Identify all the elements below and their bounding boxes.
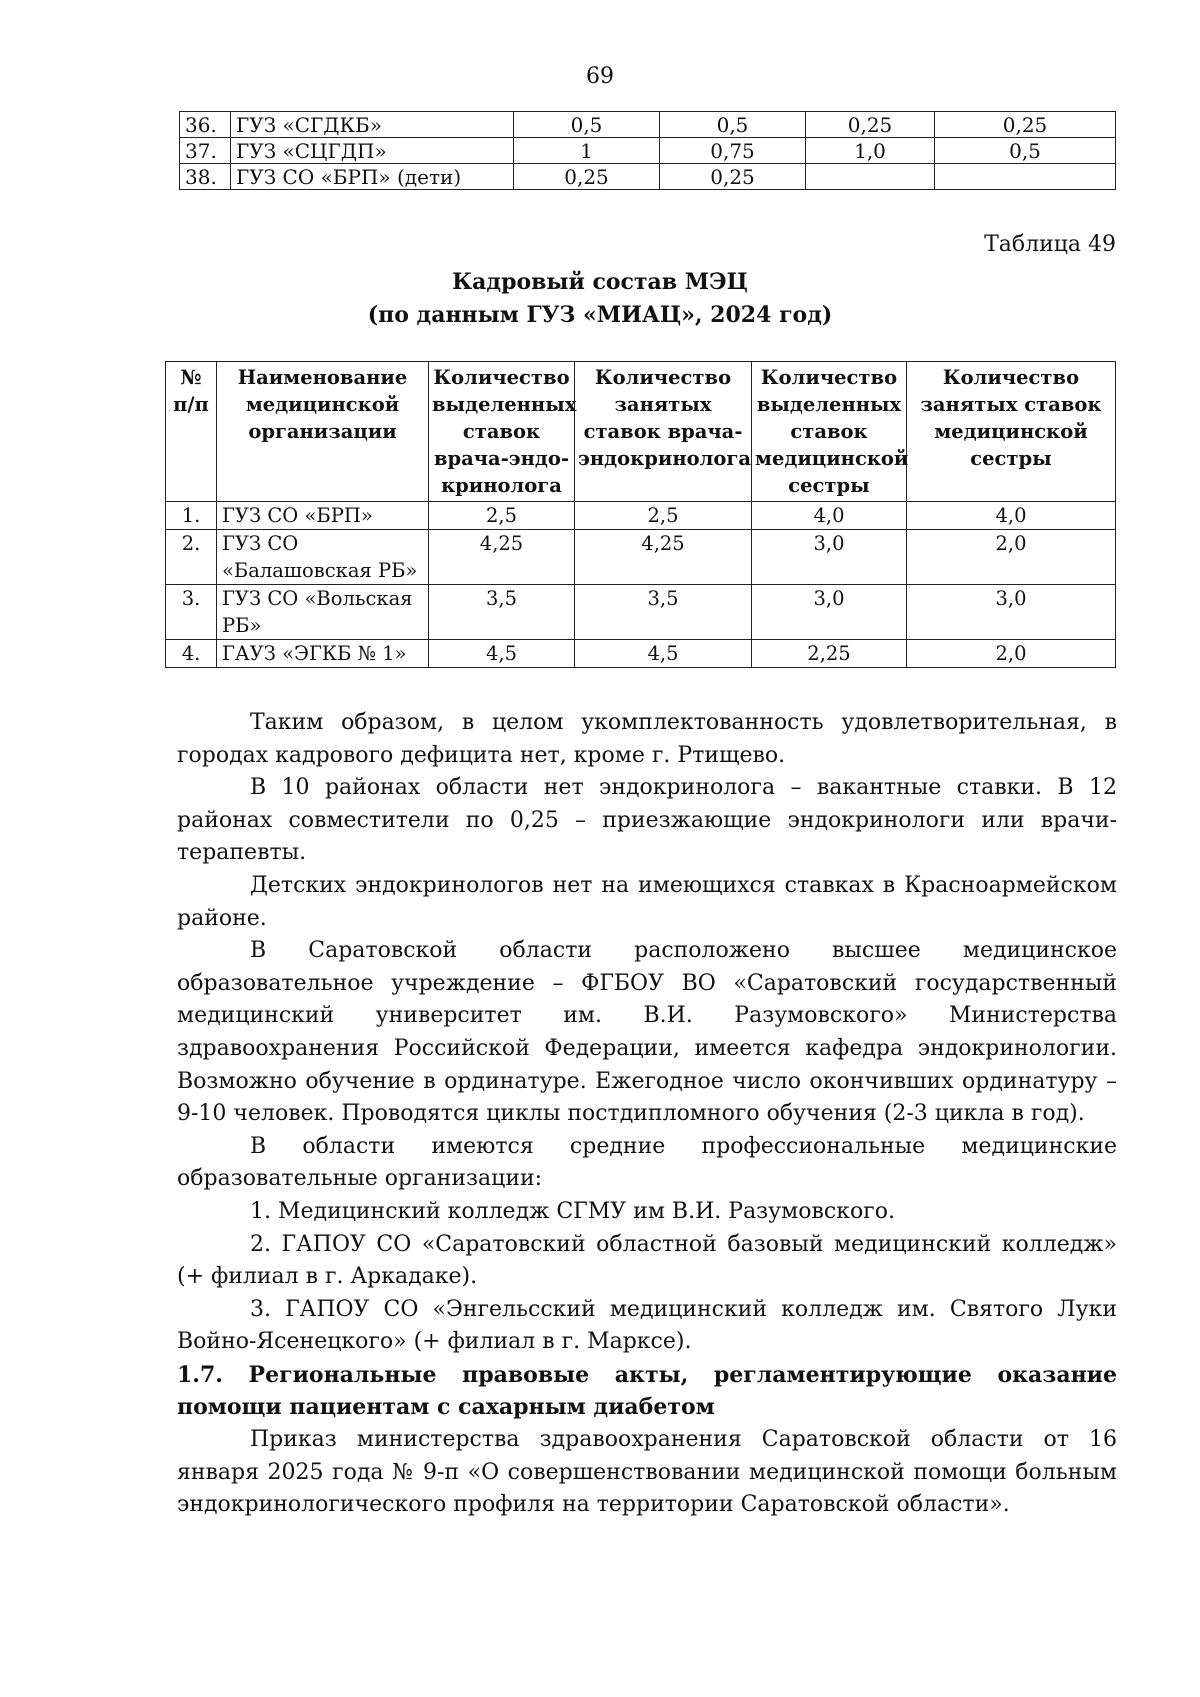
section-heading: 1.7. Региональные правовые акты, регламентирующие оказание помощи пациентам с сахарным диабетом xyxy=(177,1361,1117,1421)
table-cell: 0,5 xyxy=(935,138,1116,164)
table-cell: 2,25 xyxy=(752,640,907,668)
table-row xyxy=(166,585,1116,640)
table-title-line: (по данным ГУЗ «МИАЦ», 2024 год) xyxy=(367,302,833,328)
table-row xyxy=(180,112,1116,138)
staffing-table xyxy=(165,361,1116,668)
table-cell: 3,0 xyxy=(752,585,907,640)
body-text xyxy=(177,707,1117,1522)
table-row xyxy=(166,502,1116,530)
row-number: 37. xyxy=(180,138,231,164)
table-cell: 0,75 xyxy=(660,138,806,164)
organization-name: ГУЗ СО «БРП» xyxy=(217,502,429,530)
table-caption: Таблица 49 xyxy=(984,232,1116,257)
table-title xyxy=(0,266,1200,332)
table-cell: 0,25 xyxy=(660,164,806,190)
table-cell: 0,25 xyxy=(514,164,660,190)
table-cell: 3,0 xyxy=(752,530,907,585)
table-cell: 4,5 xyxy=(429,640,575,668)
table-cell xyxy=(935,164,1116,190)
table-cell: 0,25 xyxy=(935,112,1116,138)
paragraph: Приказ министерства здравоохранения Саратовской области от 16 января 2025 года № 9-п «О совершенствовании медицинской помощи больным эндокринологического профиля на территории Саратовской области». xyxy=(177,1427,1117,1518)
paragraph: Детских эндокринологов нет на имеющихся ставках в Красноармейском районе. xyxy=(177,872,1117,931)
organization-name: ГУЗ «СЦГДП» xyxy=(231,138,514,164)
paragraph: Таким образом, в целом укомплектованность удовлетворительная, в городах кадрового дефицита нет, кроме г. Ртищево. xyxy=(177,710,1117,768)
paragraph: В области имеются средние профессиональные медицинские образовательные организации: xyxy=(177,1133,1117,1192)
table-cell: 1 xyxy=(514,138,660,164)
table-cell: 2,0 xyxy=(907,530,1116,585)
page-number: 69 xyxy=(586,64,614,89)
table-cell: 0,5 xyxy=(514,112,660,138)
column-header: Наименование медицинской организации xyxy=(217,362,429,502)
table-row xyxy=(166,530,1116,585)
table-cell: 3,0 xyxy=(907,585,1116,640)
table-cell: 3,5 xyxy=(575,585,752,640)
table-row xyxy=(180,164,1116,190)
table-cell: 3,5 xyxy=(429,585,575,640)
table-row xyxy=(180,138,1116,164)
row-number: 1. xyxy=(166,502,217,530)
paragraph: В 10 районах области нет эндокринолога – вакантные ставки. В 12 районах совместители по 0,25 – приезжающие эндокринологи или врачи-терапевты. xyxy=(177,775,1117,866)
row-number: 3. xyxy=(166,585,217,640)
table-row xyxy=(166,640,1116,668)
organization-name: ГУЗ «СГДКБ» xyxy=(231,112,514,138)
column-header: Количество занятых ставок медицинской сестры xyxy=(907,362,1116,502)
paragraph: В Саратовской области расположено высшее медицинское образовательное учреждение – ФГБОУ ВО «Саратовский государственный медицинский университет им. В.И. Разумовского» Министерства здравоохранения Российской Федерации, имеется кафедра эндокринологии. Возможно обучение в ординатуре. Ежегодное число окончивших ординатуру – 9-10 человек. Проводятся циклы постдипломного обучения (2-3 цикла в год). xyxy=(177,938,1117,1127)
table-cell: 0,25 xyxy=(806,112,935,138)
table-cell: 4,25 xyxy=(429,530,575,585)
row-number: 2. xyxy=(166,530,217,585)
table-cell: 4,5 xyxy=(575,640,752,668)
continued-table xyxy=(179,111,1116,190)
list-item: 2. ГАПОУ СО «Саратовский областной базовый медицинский колледж» (+ филиал в г. Аркадаке). xyxy=(177,1231,1117,1290)
table-cell: 2,0 xyxy=(907,640,1116,668)
table-header-row xyxy=(166,362,1116,502)
column-header: Количество выделенных ставок врача-эндо-кринолога xyxy=(429,362,575,502)
organization-name: ГАУЗ «ЭГКБ № 1» xyxy=(217,640,429,668)
row-number: 4. xyxy=(166,640,217,668)
organization-name: ГУЗ СО «Вольская РБ» xyxy=(217,585,429,640)
table-cell: 2,5 xyxy=(429,502,575,530)
list-item: 3. ГАПОУ СО «Энгельсский медицинский колледж им. Святого Луки Войно-Ясенецкого» (+ филиал в г. Марксе). xyxy=(177,1296,1117,1355)
table-cell: 2,5 xyxy=(575,502,752,530)
table-title-line: Кадровый состав МЭЦ xyxy=(452,269,748,295)
organization-name: ГУЗ СО «Балашовская РБ» xyxy=(217,530,429,585)
table-cell: 4,0 xyxy=(907,502,1116,530)
column-header: Количество выделенных ставок медицинской сестры xyxy=(752,362,907,502)
row-number: 38. xyxy=(180,164,231,190)
table-cell: 1,0 xyxy=(806,138,935,164)
column-header: Количество занятых ставок врача-эндокринолога xyxy=(575,362,752,502)
row-number: 36. xyxy=(180,112,231,138)
list-item: 1. Медицинский колледж СГМУ им В.И. Разумовского. xyxy=(250,1198,895,1224)
table-cell: 4,25 xyxy=(575,530,752,585)
column-header: № п/п xyxy=(166,362,217,502)
organization-name: ГУЗ СО «БРП» (дети) xyxy=(231,164,514,190)
table-cell xyxy=(806,164,935,190)
table-cell: 4,0 xyxy=(752,502,907,530)
table-cell: 0,5 xyxy=(660,112,806,138)
